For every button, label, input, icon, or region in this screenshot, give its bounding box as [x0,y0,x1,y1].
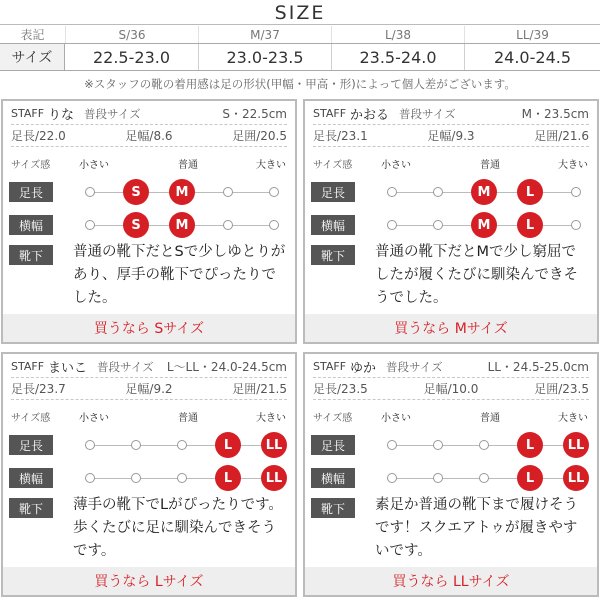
scale-dot [387,220,397,230]
scale-big: 大きい [256,160,286,171]
foot-measurements [313,125,589,147]
foot-girth: 足囲/23.5 [534,382,589,396]
size-code: LL/39 [464,26,600,43]
size-title: SIZE [274,2,326,24]
divider [0,24,600,25]
scale-dot [479,473,489,483]
size-mark: L [517,212,543,238]
width-row-tag: 横幅 [9,468,53,488]
scale-small: 小さい [381,413,411,424]
size-mark: M [169,212,195,238]
usual-size-value: M・23.5cm [521,107,589,121]
header-label: 表記 [20,28,45,42]
size-code: L/38 [331,26,464,43]
foot-measurements [313,378,589,400]
scale-dot [433,473,443,483]
usual-size-label: 普段サイズ [84,106,141,121]
size-table-value-row [0,43,600,71]
width-row [311,213,591,239]
scale-dot [433,187,443,197]
scale-dot [131,473,141,483]
socks-tag: 靴下 [311,245,355,265]
foot-length: 足長/23.7 [11,382,66,396]
size-range: 23.0-23.5 [198,44,331,70]
scale-dot [223,187,233,197]
scale-dot [85,187,95,197]
foot-girth: 足囲/21.5 [232,382,287,396]
length-row [311,180,591,206]
staff-header [313,356,589,378]
scale-label: サイズ感 [11,413,51,424]
scale-dot [85,440,95,450]
foot-girth: 足囲/21.6 [534,129,589,143]
size-label: サイズ [0,44,65,70]
length-row [9,433,289,459]
staff-name: ゆか [350,361,377,376]
usual-size-value: S・22.5cm [222,107,287,121]
scale-dot [433,220,443,230]
foot-width: 足幅/8.6 [125,129,173,143]
length-row-tag: 足長 [311,182,355,202]
size-mark: S [123,179,149,205]
fit-note: ※スタッフの靴の着用感は足の形状(甲幅・甲高・形)によって個人差がございます。 [84,77,516,91]
foot-length: 足長/23.1 [313,129,368,143]
recommended-size: 買うなら Mサイズ [305,314,597,342]
staff-comment: 薄手の靴下でLがぴったりです。歩くたびに足に馴染んできそうです。 [73,497,283,559]
scale-dot [269,187,279,197]
size-range: 22.5-23.0 [92,47,171,67]
foot-length: 足長/23.5 [313,382,368,396]
size-code: S/36 [65,26,198,43]
size-table [0,26,600,73]
scale-small: 小さい [79,413,109,424]
usual-size-label: 普段サイズ [97,359,154,374]
foot-length: 足長/22.0 [11,129,66,143]
scale-dot [571,187,581,197]
socks-tag: 靴下 [9,498,53,518]
scale-big: 大きい [558,413,588,424]
scale-label: サイズ感 [313,160,353,171]
scale-normal: 普通 [178,413,198,424]
scale-label: サイズ感 [313,413,353,424]
staff-name: りな [48,108,75,123]
recommended-size: 買うなら LLサイズ [305,567,597,595]
size-mark: LL [563,432,589,458]
scale-small: 小さい [381,160,411,171]
scale-dot [387,473,397,483]
staff-card [303,99,599,344]
usual-size-label: 普段サイズ [399,106,456,121]
size-table-header-row [0,26,600,43]
scale-dot [177,473,187,483]
width-row-tag: 横幅 [9,215,53,235]
staff-comment: 素足か普通の靴下まで履けそうです！スクエアトゥが履きやすいです。 [375,497,578,559]
scale-dot [479,440,489,450]
scale-normal: 普通 [178,160,198,171]
size-mark: L [215,432,241,458]
socks-tag: 靴下 [9,245,53,265]
length-row-tag: 足長 [9,435,53,455]
scale-big: 大きい [256,413,286,424]
recommended-size: 買うなら Lサイズ [3,567,295,595]
scale-dot [85,473,95,483]
scale-header [313,153,591,171]
size-mark: M [471,179,497,205]
scale-dot [387,187,397,197]
scale-dot [433,440,443,450]
scale-dot [571,220,581,230]
scale-normal: 普通 [480,413,500,424]
scale-big: 大きい [558,160,588,171]
staff-comment: 普通の靴下だとSで少しゆとりがあり、厚手の靴下でぴったりでした。 [73,244,286,306]
scale-dot [85,220,95,230]
width-row [9,466,289,492]
scale-label: サイズ感 [11,160,51,171]
staff-card [1,352,297,597]
scale-header [11,406,289,424]
width-row-tag: 横幅 [311,468,355,488]
scale-header [11,153,289,171]
foot-width: 足幅/10.0 [423,382,479,396]
staff-name: まいこ [48,361,88,376]
scale-dot [223,220,233,230]
width-row [311,466,591,492]
size-code: M/37 [198,26,331,43]
size-mark: L [517,179,543,205]
scale-normal: 普通 [480,160,500,171]
size-mark: L [517,432,543,458]
width-row-tag: 横幅 [311,215,355,235]
size-mark: S [123,212,149,238]
size-mark: L [215,465,241,491]
foot-measurements [11,125,287,147]
socks-tag: 靴下 [311,498,355,518]
scale-dot [131,440,141,450]
foot-measurements [11,378,287,400]
recommended-size: 買うなら Sサイズ [3,314,295,342]
usual-size-value: L〜LL・24.0-24.5cm [166,360,287,374]
size-range: 24.0-24.5 [464,44,600,70]
usual-size-label: 普段サイズ [386,359,443,374]
staff-name: かおる [350,108,390,123]
scale-dot [269,220,279,230]
scale-dot [387,440,397,450]
size-mark: LL [261,465,287,491]
foot-width: 足幅/9.2 [125,382,173,396]
size-mark: LL [261,432,287,458]
size-mark: M [169,179,195,205]
length-row [9,180,289,206]
staff-comment: 普通の靴下だとMで少し窮屈でしたが履くたびに馴染んできそうでした。 [375,244,578,306]
staff-label: STAFF [313,107,347,120]
length-row [311,433,591,459]
staff-header [11,103,287,125]
usual-size-value: LL・24.5-25.0cm [487,360,589,374]
size-range: 23.5-24.0 [331,44,464,70]
width-row [9,213,289,239]
staff-card [303,352,599,597]
length-row-tag: 足長 [9,182,53,202]
staff-header [11,356,287,378]
scale-header [313,406,591,424]
size-mark: LL [563,465,589,491]
length-row-tag: 足長 [311,435,355,455]
size-mark: L [517,465,543,491]
staff-label: STAFF [11,107,45,120]
staff-card [1,99,297,344]
staff-label: STAFF [313,360,347,373]
staff-header [313,103,589,125]
size-mark: M [471,212,497,238]
foot-width: 足幅/9.3 [427,129,475,143]
scale-dot [177,440,187,450]
scale-small: 小さい [79,160,109,171]
staff-label: STAFF [11,360,45,373]
foot-girth: 足囲/20.5 [232,129,287,143]
